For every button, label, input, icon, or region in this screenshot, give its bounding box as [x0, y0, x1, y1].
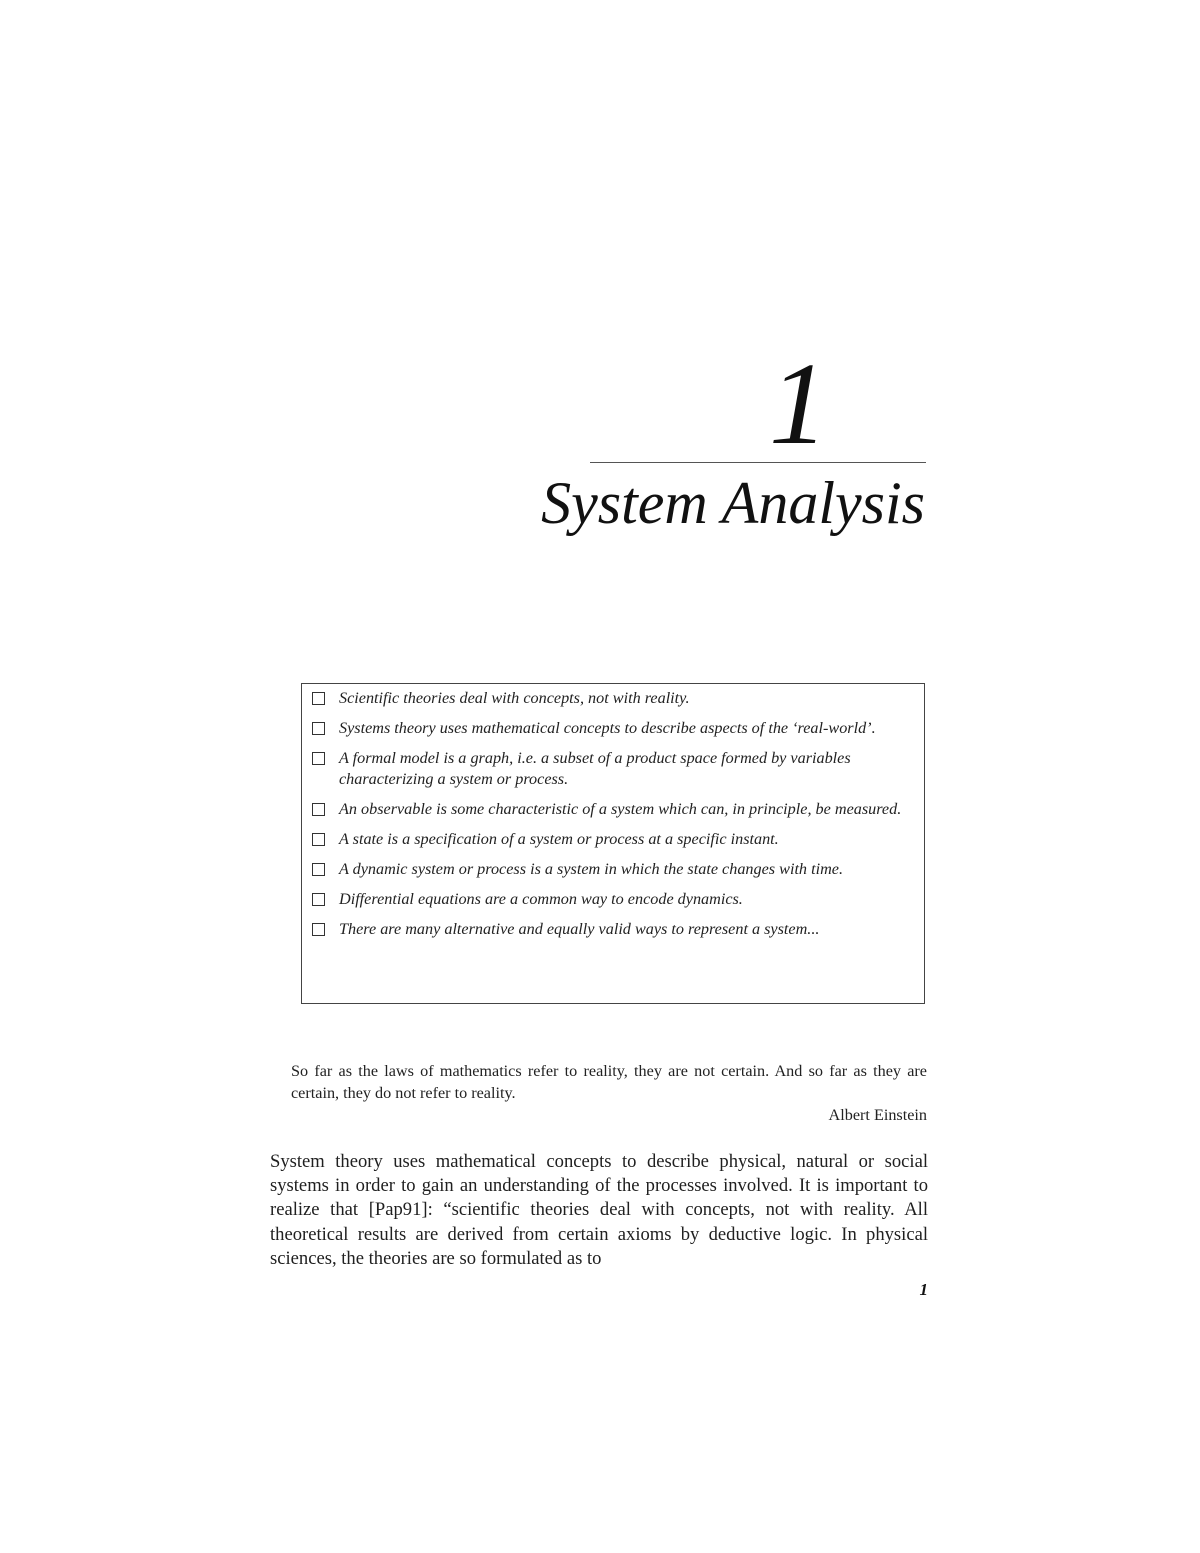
- summary-item-text: There are many alternative and equally valid ways to represent a system...: [339, 920, 820, 938]
- chapter-title: System Analysis: [541, 470, 925, 536]
- summary-item: [310, 688, 920, 709]
- summary-item-text: An observable is some characteristic of a system which can, in principle, be measured.: [339, 800, 902, 818]
- checkbox-icon: [312, 833, 325, 846]
- summary-item-text: A formal model is a graph, i.e. a subset of a product space formed by variables characterizing a system or process.: [339, 749, 851, 788]
- checkbox-icon: [312, 863, 325, 876]
- summary-item: [310, 748, 920, 790]
- checkbox-icon: [312, 893, 325, 906]
- summary-item-text: Systems theory uses mathematical concepts to describe aspects of the ‘real-world’.: [339, 719, 876, 737]
- chapter-rule: [590, 462, 926, 463]
- summary-item-text: Differential equations are a common way to encode dynamics.: [339, 890, 743, 908]
- checkbox-icon: [312, 722, 325, 735]
- summary-item: [310, 889, 920, 910]
- epigraph-quote: So far as the laws of mathematics refer to reality, they are not certain. And so far as they are certain, they do not refer to reality.: [291, 1062, 927, 1102]
- checkbox-icon: [312, 692, 325, 705]
- chapter-summary-box: [301, 683, 925, 1004]
- summary-item: [310, 718, 920, 739]
- checkbox-icon: [312, 803, 325, 816]
- summary-item: [310, 799, 920, 820]
- summary-item: [310, 859, 920, 880]
- body-paragraph: System theory uses mathematical concepts to describe physical, natural or social systems in order to gain an understanding of the processes involved. It is important to realize that [Pap91]: “scientific theories deal with concepts, not with reality. All theoretical results are derived from certain axioms by deductive logic. In physical sciences, the theories are so formulated as to: [270, 1151, 928, 1269]
- summary-item-text: A dynamic system or process is a system in which the state changes with time.: [339, 860, 843, 878]
- summary-item-text: A state is a specification of a system or process at a specific instant.: [339, 830, 779, 848]
- summary-item: [310, 919, 920, 940]
- chapter-number: 1: [769, 338, 828, 469]
- page-number: 1: [919, 1280, 928, 1299]
- summary-item: [310, 829, 920, 850]
- epigraph-author: Albert Einstein: [828, 1106, 927, 1124]
- checkbox-icon: [312, 752, 325, 765]
- summary-item-text: Scientific theories deal with concepts, not with reality.: [339, 689, 690, 707]
- checkbox-icon: [312, 923, 325, 936]
